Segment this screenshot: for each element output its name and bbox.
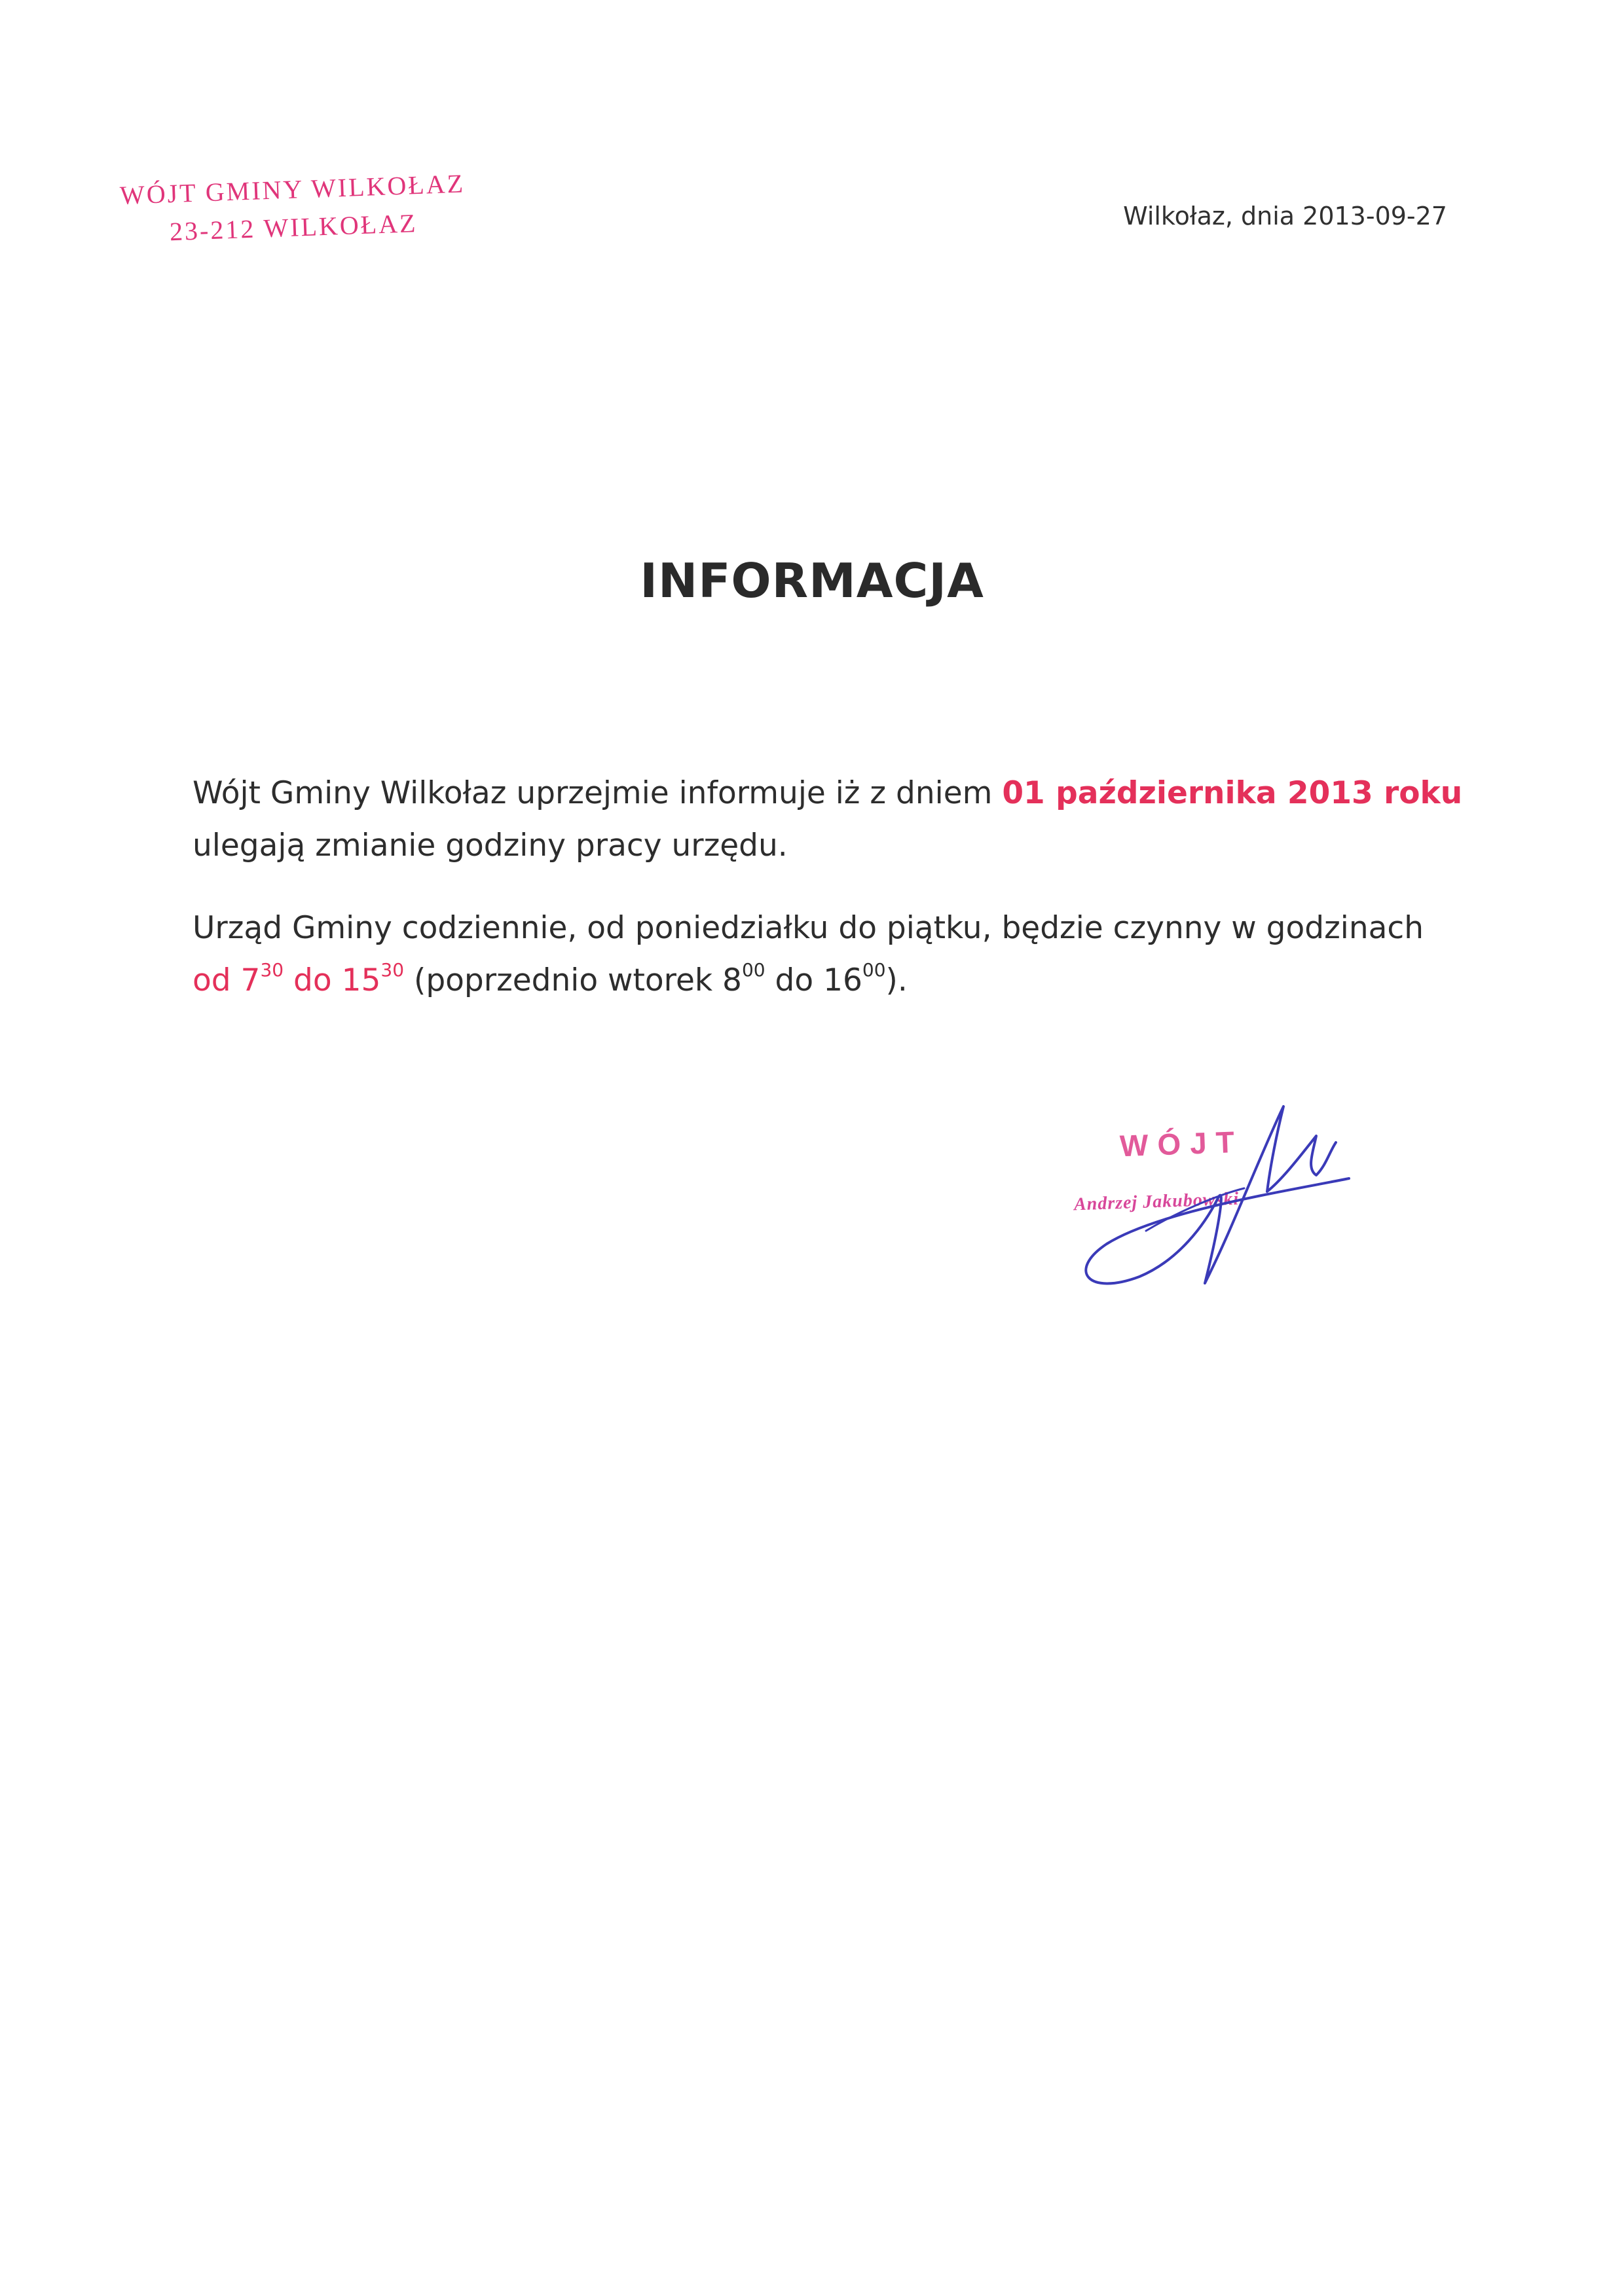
paragraph-hours bbox=[193, 902, 1476, 1007]
paragraph1-text: Wójt Gminy Wilkołaz uprzejmie informuje iż z dniem bbox=[193, 775, 993, 811]
paragraph1-continuation: ulegają zmianie godziny pracy urzędu. bbox=[193, 828, 788, 864]
new-hours bbox=[193, 959, 405, 998]
prev-open: (poprzednio wtorek bbox=[414, 962, 713, 998]
paragraph2-text: Urząd Gminy codziennie, od poniedziałku do piątku, będzie czynny w godzinach bbox=[193, 910, 1424, 946]
prev-end-hour: 16 bbox=[823, 962, 862, 998]
new-hours-do: do bbox=[293, 962, 332, 998]
previous-hours bbox=[414, 959, 908, 998]
document-title: INFORMACJA bbox=[640, 553, 984, 608]
new-start-min: 30 bbox=[260, 959, 284, 981]
signature-stamp-name: Andrzej Jakubowski bbox=[1073, 1188, 1240, 1215]
effective-date-highlight: 01 października 2013 roku bbox=[1002, 775, 1463, 811]
document-body bbox=[193, 767, 1476, 1037]
new-hours-od: od bbox=[193, 962, 231, 998]
prev-start-hour: 8 bbox=[722, 962, 742, 998]
signature-block bbox=[1008, 1080, 1375, 1316]
prev-do: do bbox=[775, 962, 814, 998]
handwritten-signature bbox=[1008, 1080, 1375, 1316]
stamp-line-address: 23-212 WILKOŁAZ bbox=[169, 208, 418, 247]
date-line: Wilkołaz, dnia 2013-09-27 bbox=[1123, 202, 1447, 230]
new-end-min: 30 bbox=[380, 959, 405, 981]
new-end-hour: 15 bbox=[341, 962, 381, 998]
paragraph-effective-date bbox=[193, 767, 1476, 872]
prev-start-min: 00 bbox=[741, 959, 766, 981]
prev-end-min: 00 bbox=[862, 959, 886, 981]
signature-stamp-title: WÓJT bbox=[1119, 1124, 1244, 1163]
office-stamp bbox=[117, 164, 486, 252]
new-start-hour: 7 bbox=[240, 962, 261, 998]
stamp-line-office: WÓJT GMINY WILKOŁAZ bbox=[119, 168, 466, 210]
prev-close: ). bbox=[885, 962, 908, 998]
